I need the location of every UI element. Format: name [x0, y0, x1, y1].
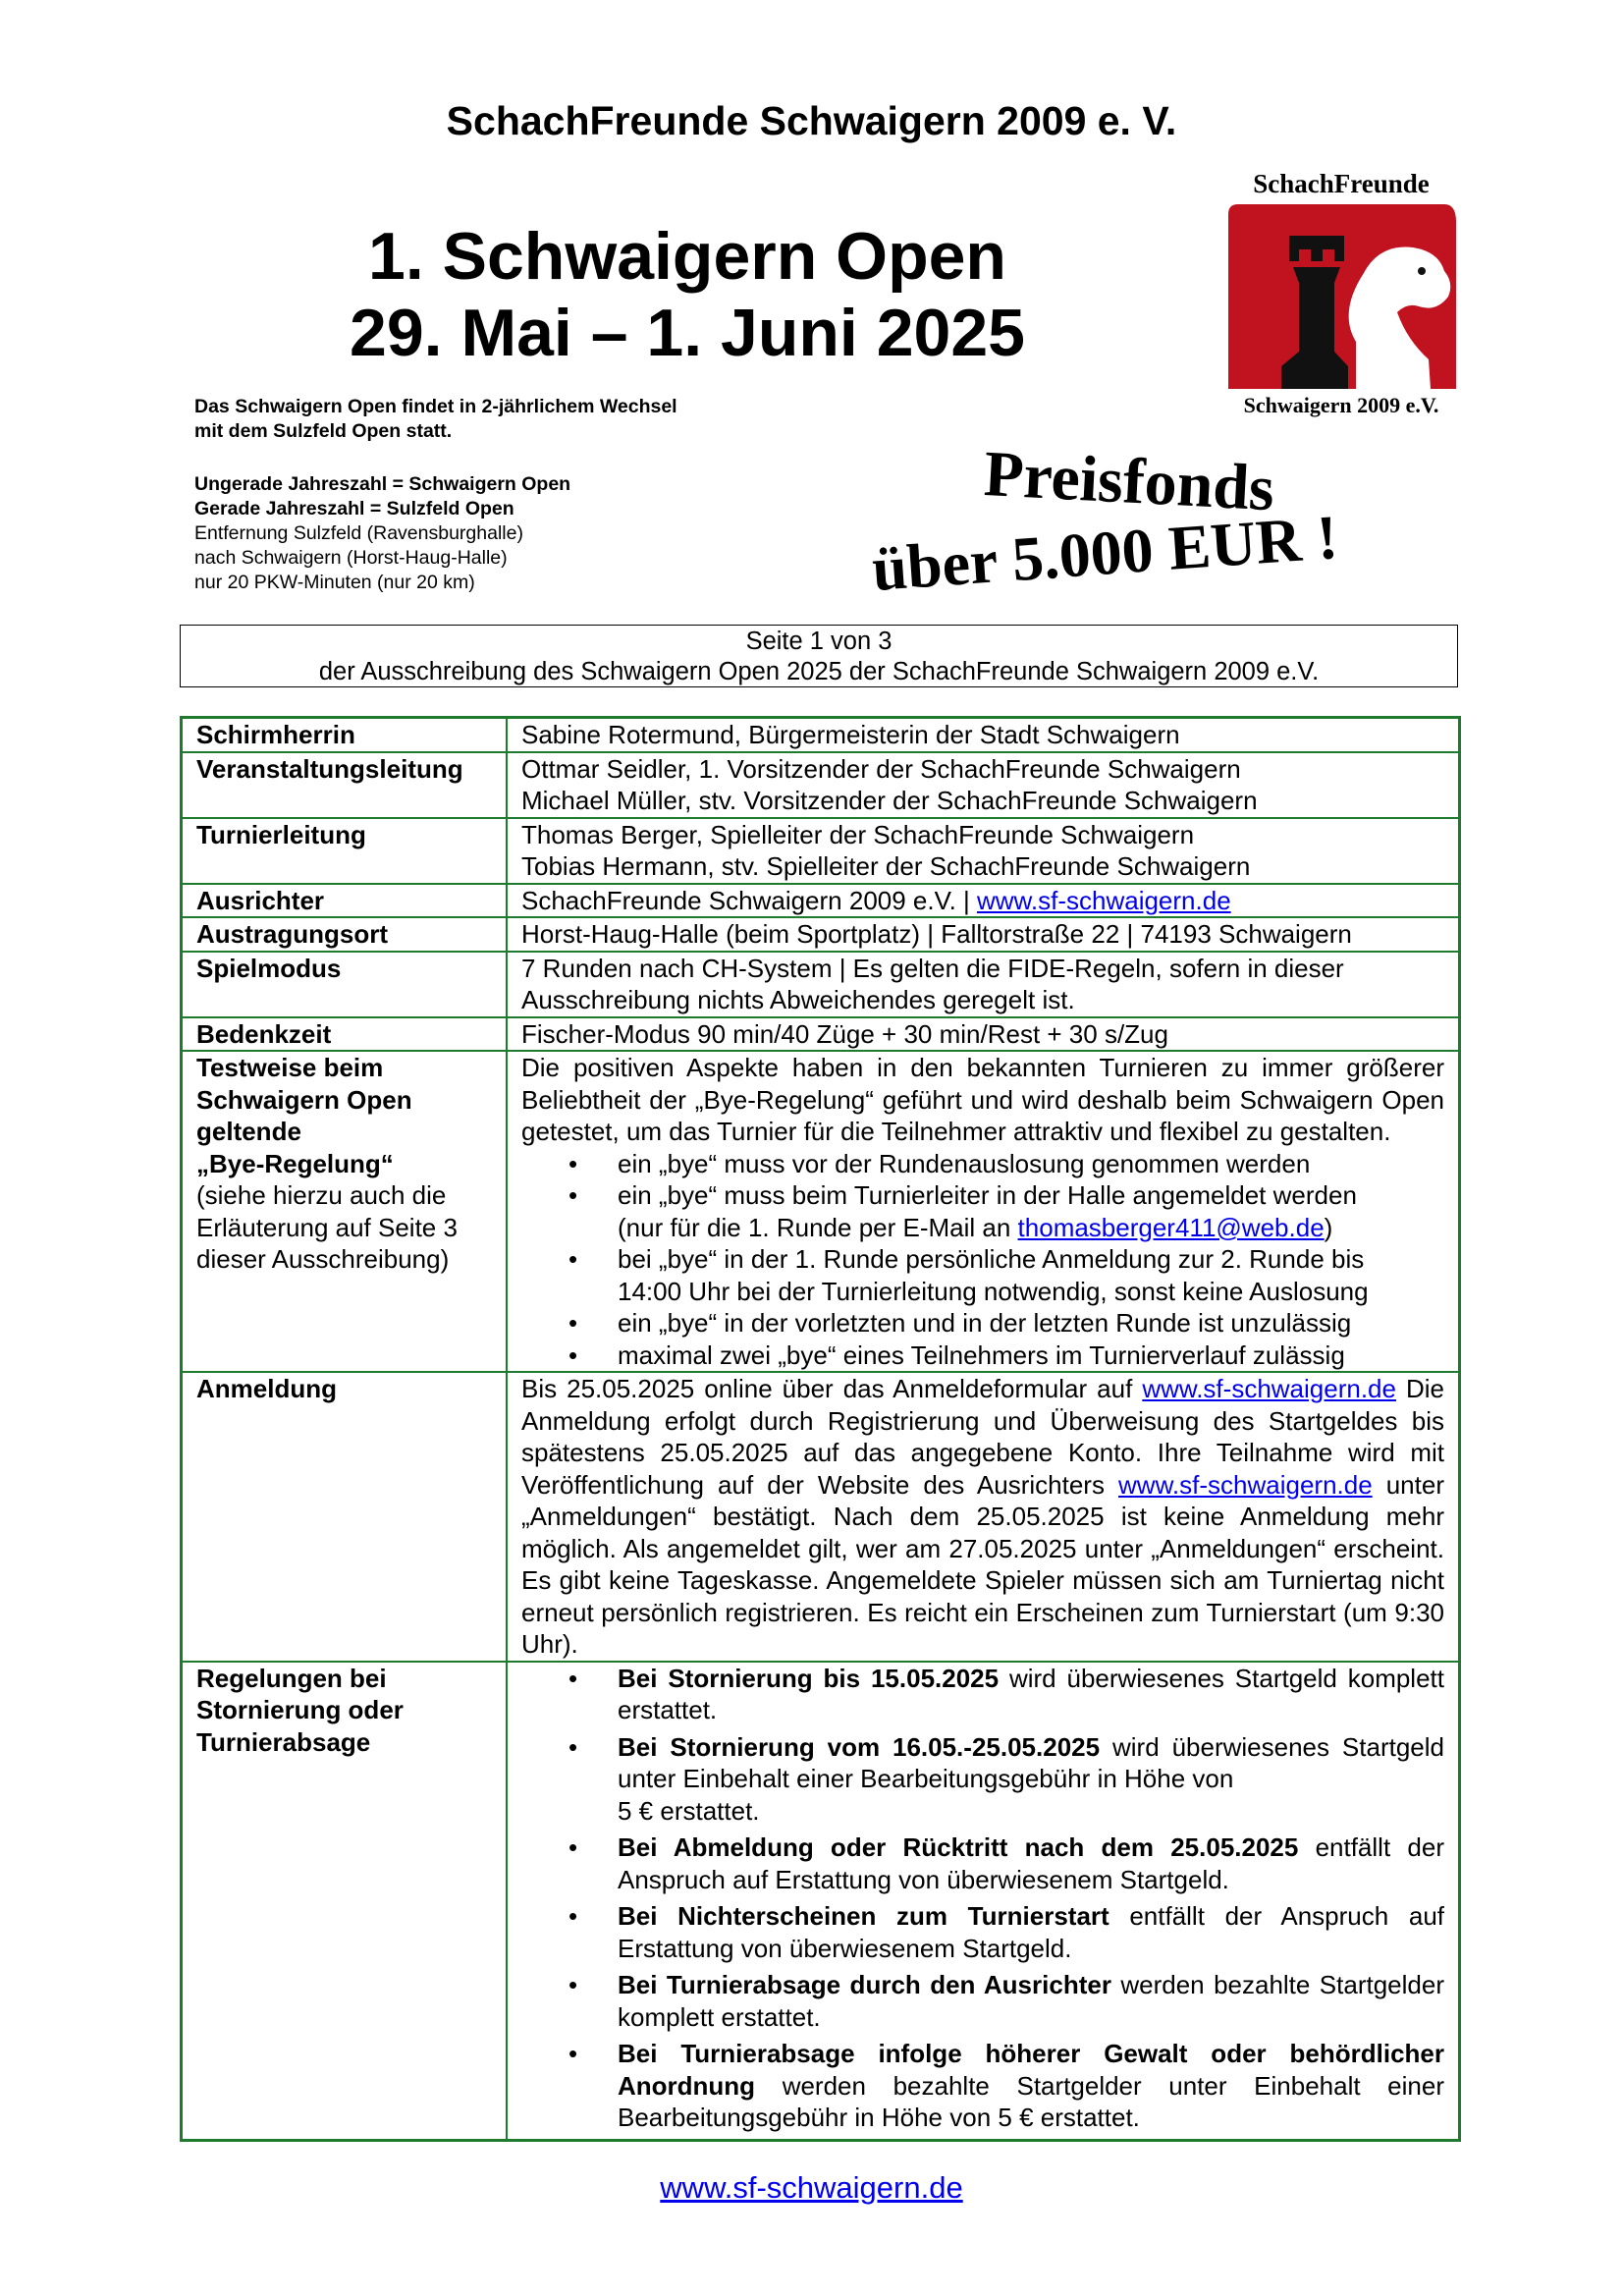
table-row: [182, 884, 1460, 918]
list-item: [618, 1900, 1444, 1964]
organizer-2: Michael Müller, stv. Vorsitzender der SchachFreunde Schwaigern: [521, 786, 1258, 815]
page-info-box: [180, 625, 1458, 687]
bye-intro: Die positiven Aspekte haben in den bekannten Turnieren zu immer größerer Beliebtheit der „Bye-Regelung“ geführt und wird deshalb beim Schwaigern Open getestet, um das Turnier für die Teilnehmer attraktiv und flexibel zu gestalten.: [521, 1053, 1444, 1146]
bye-note-2: Erläuterung auf Seite 3: [196, 1212, 458, 1242]
row-label: Schirmherrin: [182, 718, 508, 752]
page-description: der Ausschreibung des Schwaigern Open 2025 der SchachFreunde Schwaigern 2009 e.V.: [318, 658, 1320, 685]
cancel-rule-6-bold: Bei Turnierabsage infolge höherer Gewalt oder behördlicher Anordnung: [618, 2039, 1444, 2101]
distance-line1: Entfernung Sulzfeld (Ravensburghalle): [194, 522, 523, 544]
cancel-rule-6-text: werden bezahlte Startgelder unter Einbehalt einer Bearbeitungsgebühr in Höhe von 5 € erstattet.: [618, 2070, 1444, 2132]
distance-line2: nach Schwaigern (Horst-Haug-Halle): [194, 547, 508, 569]
prize-fund: [860, 437, 1449, 604]
director-2: Tobias Hermann, stv. Spielleiter der SchachFreunde Schwaigern: [521, 851, 1251, 881]
bye-item2-line2: [618, 1212, 1444, 1244]
cancel-rule-2-text: wird überwiesenes Startgeld unter Einbehalt einer Bearbeitungsgebühr in Höhe von: [618, 1731, 1444, 1793]
even-year-rule: Gerade Jahreszahl = Sulzfeld Open: [194, 498, 514, 519]
list-item: [618, 1969, 1444, 2033]
table-row: [182, 718, 1460, 752]
registration-website-link[interactable]: www.sf-schwaigern.de: [1142, 1374, 1396, 1403]
registration-part1: Bis 25.05.2025 online über das Anmeldeformular auf: [521, 1374, 1143, 1403]
odd-year-rule: Ungerade Jahreszahl = Schwaigern Open: [194, 473, 571, 495]
table-row: [182, 818, 1460, 884]
tournament-details-table: [180, 716, 1461, 2142]
page-number: Seite 1 von 3: [745, 628, 893, 655]
event-title-dates: 29. Mai – 1. Juni 2025: [350, 296, 1025, 370]
row-value: [507, 884, 1460, 918]
table-row: [182, 952, 1460, 1017]
row-label: Veranstaltungsleitung: [182, 752, 508, 818]
rotation-info-line2: mit dem Sulzfeld Open statt.: [194, 420, 453, 442]
row-value: [507, 1662, 1460, 2141]
bye-label-3: geltende: [196, 1117, 301, 1146]
bye-note-3: dieser Ausschreibung): [196, 1244, 450, 1274]
rotation-info-line1: Das Schwaigern Open findet in 2-jährlichem Wechsel: [194, 396, 677, 417]
cancel-label-3: Turnierabsage: [196, 1726, 371, 1757]
row-value: [507, 818, 1460, 884]
table-row: [182, 1372, 1460, 1662]
organizer-1: Ottmar Seidler, 1. Vorsitzender der SchachFreunde Schwaigern: [521, 753, 1241, 784]
list-item: • ein „bye“ muss vor der Rundenauslosung genommen werden: [618, 1148, 1444, 1180]
rotation-info: [194, 395, 677, 444]
bye-label-4: „Bye-Regelung“: [196, 1148, 394, 1178]
logo-bottom-text: Schwaigern 2009 e.V.: [1243, 393, 1439, 417]
event-title-name: 1. Schwaigern Open: [368, 219, 1006, 294]
logo-top-text: SchachFreunde: [1253, 169, 1430, 198]
cancel-rule-1-bold: Bei Stornierung bis 15.05.2025: [618, 1663, 1000, 1693]
bye-rules-list: [521, 1148, 1444, 1372]
cancel-rule-4-bold: Bei Nichterscheinen zum Turnierstart: [618, 1901, 1109, 1931]
row-label: Austragungsort: [182, 917, 508, 952]
cancel-rule-5-text: werden bezahlte Startgelder komplett erstattet.: [618, 1970, 1444, 2032]
cancel-label-1: Regelungen bei: [196, 1663, 387, 1693]
bye-item3-line2: 14:00 Uhr bei der Turnierleitung notwendig, sonst keine Auslosung: [618, 1276, 1369, 1306]
bye-label-1: Testweise beim: [196, 1053, 384, 1082]
footer-website-link[interactable]: www.sf-schwaigern.de: [660, 2170, 963, 2205]
row-value: Horst-Haug-Halle (beim Sportplatz) | Falltorstraße 22 | 74193 Schwaigern: [507, 917, 1460, 952]
host-name: SchachFreunde Schwaigern 2009 e.V. |: [521, 885, 977, 915]
parity-info: [194, 472, 570, 595]
list-item: [618, 1663, 1444, 1726]
registration-part3: unter „Anmeldungen“ bestätigt. Nach dem 25.05.2025 ist keine Anmeldung mehr möglich. Als angemeldet gilt, wer am 27.05.2025 unter „Anmeldungen“ erscheint. Es gibt keine Tageskasse. Angemeldete Spieler müssen sich am Turniertag nicht erneut persönlich registrieren. Es reicht ein Erscheinen zum Turnierstart (um 9:30 Uhr).: [521, 1469, 1444, 1659]
club-logo: [1220, 165, 1462, 420]
list-item: • maximal zwei „bye“ eines Teilnehmers im Turnierverlauf zulässig: [618, 1339, 1444, 1372]
table-row: [182, 1051, 1460, 1372]
list-item: [618, 1831, 1444, 1895]
director-1: Thomas Berger, Spielleiter der SchachFreunde Schwaigern: [521, 819, 1195, 849]
distance-line3: nur 20 PKW-Minuten (nur 20 km): [194, 572, 475, 593]
row-label: Bedenkzeit: [182, 1017, 508, 1052]
registration-part2: Die Anmeldung erfolgt durch Registrierung und Überweisung des Startgeldes bis spätestens 25.05.2025 auf das angegebene Konto. Ihre Teilnahme wird mit Veröffentlichung auf der Website des Ausrichters: [521, 1374, 1444, 1500]
cancel-rule-2-bold: Bei Stornierung vom 16.05.-25.05.2025: [618, 1731, 1101, 1762]
row-value: 7 Runden nach CH-System | Es gelten die FIDE-Regeln, sofern in dieser Ausschreibung nichts Abweichendes geregelt ist.: [507, 952, 1460, 1017]
cancel-rule-5-bold: Bei Turnierabsage durch den Ausrichter: [618, 1970, 1111, 1999]
cancel-rule-4-text: entfällt der Anspruch auf Erstattung von überwiesenem Startgeld.: [618, 1901, 1444, 1963]
list-item: [618, 1179, 1444, 1243]
table-row: [182, 752, 1460, 818]
host-website-link[interactable]: www.sf-schwaigern.de: [977, 885, 1231, 915]
prize-line2: über 5.000 EUR !: [869, 502, 1340, 604]
cancel-rule-3-text: entfällt der Anspruch auf Erstattung von überwiesenem Startgeld.: [618, 1832, 1444, 1894]
row-value: [507, 752, 1460, 818]
row-value: [507, 1372, 1460, 1662]
table-row: [182, 1662, 1460, 2141]
list-item: [618, 1731, 1444, 1828]
chess-rook-knight-logo-icon: [1228, 204, 1456, 389]
table-row: [182, 917, 1460, 952]
list-item: [618, 1243, 1444, 1307]
bye-item2-pre: (nur für die 1. Runde per E-Mail an: [618, 1212, 1018, 1242]
cancellation-rules-list: [521, 1663, 1444, 2134]
list-item: [618, 2038, 1444, 2134]
cancel-rule-2-tail: 5 € erstattet.: [618, 1795, 760, 1826]
email-link[interactable]: thomasberger411@web.de: [1017, 1212, 1325, 1242]
event-title: [295, 218, 1080, 371]
registration-confirm-link[interactable]: www.sf-schwaigern.de: [1118, 1469, 1373, 1500]
bye-label-2: Schwaigern Open: [196, 1084, 412, 1115]
cancel-rule-3-bold: Bei Abmeldung oder Rücktritt nach dem 25.05.2025: [618, 1832, 1299, 1862]
cancel-rule-1-text: wird überwiesenes Startgeld komplett erstattet.: [618, 1663, 1444, 1724]
row-value: Sabine Rotermund, Bürgermeisterin der Stadt Schwaigern: [507, 718, 1460, 752]
row-label: Turnierleitung: [182, 818, 508, 884]
bye-item2-line1: • ein „bye“ muss beim Turnierleiter in der Halle angemeldet werden: [618, 1180, 1357, 1210]
row-label: Anmeldung: [182, 1372, 508, 1662]
bye-item3-line1: • bei „bye“ in der 1. Runde persönliche Anmeldung zur 2. Runde bis: [618, 1244, 1365, 1274]
club-heading: SchachFreunde Schwaigern 2009 e. V.: [446, 98, 1177, 143]
bye-note-1: (siehe hierzu auch die: [196, 1180, 447, 1210]
row-value: [507, 1051, 1460, 1372]
row-label: [182, 1051, 508, 1372]
row-label: Spielmodus: [182, 952, 508, 1017]
row-value: Fischer-Modus 90 min/40 Züge + 30 min/Rest + 30 s/Zug: [507, 1017, 1460, 1052]
row-label: Ausrichter: [182, 884, 508, 918]
list-item: • ein „bye“ in der vorletzten und in der letzten Runde ist unzulässig: [618, 1307, 1444, 1339]
prize-line1: Preisfonds: [982, 437, 1276, 525]
row-label: [182, 1662, 508, 2141]
table-row: [182, 1017, 1460, 1052]
cancel-label-2: Stornierung oder: [196, 1695, 404, 1724]
bye-item2-post: ): [1324, 1212, 1333, 1242]
